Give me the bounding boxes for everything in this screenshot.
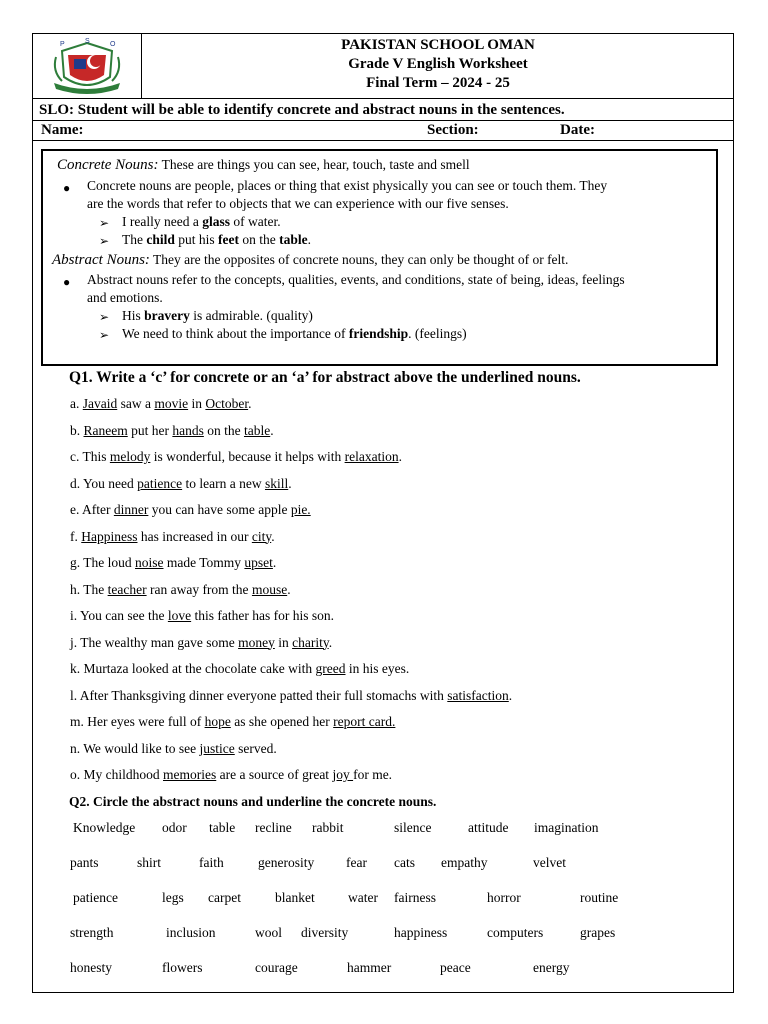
q2-word: flowers: [162, 960, 203, 975]
concrete-example-2: [122, 231, 311, 249]
bullet-icon: ●: [63, 181, 71, 195]
worksheet-header: [32, 33, 734, 99]
sentence-text: for me.: [353, 767, 393, 782]
q2-word: velvet: [533, 855, 566, 870]
sentence-text: o. My childhood: [70, 767, 163, 782]
q2-word: horror: [487, 890, 521, 905]
sentence-text: on the: [203, 422, 244, 438]
arrow-bullet-icon: ➢: [99, 328, 110, 342]
abstract-def: They are the opposites of concrete nouns, they can only be thought of or felt.: [149, 252, 569, 267]
underlined-noun: movie: [154, 396, 189, 411]
concrete-definition: [57, 156, 470, 174]
q2-word: faith: [199, 855, 224, 870]
q2-word: hammer: [347, 960, 392, 975]
sentence-text: in: [274, 634, 293, 650]
underlined-noun: city: [251, 528, 272, 544]
q2-word: imagination: [534, 820, 599, 835]
logo-letter-o: O: [110, 41, 116, 48]
abstract-example-1: [122, 307, 313, 325]
ex3-text-end: is admirable. (quality): [189, 308, 313, 323]
underlined-noun: Happiness: [81, 528, 138, 544]
underlined-noun: October: [205, 396, 249, 411]
q1-sentence: [70, 741, 277, 757]
sentence-text: as she opened her: [230, 714, 334, 729]
sentence-text: h. The: [70, 581, 108, 597]
q2-word: honesty: [70, 960, 112, 975]
concrete-term: Concrete Nouns:: [57, 157, 159, 173]
q1-sentence: [70, 608, 334, 624]
sentence-text: .: [248, 396, 252, 411]
name-row: [32, 121, 734, 141]
underlined-noun: report card.: [333, 714, 396, 729]
ex2-text: on the: [239, 232, 280, 247]
q2-word: courage: [255, 960, 298, 975]
sentence-text: m. Her eyes were full of: [70, 714, 205, 729]
ex4-noun: friendship: [348, 326, 409, 341]
concrete-bullet-line-1: Concrete nouns are people, places or thing that exist physically you can see or touch them. They: [87, 178, 608, 193]
abstract-bullet-line-1: Abstract nouns refer to the concepts, qualities, events, and conditions, state of being, ideas, feelings: [87, 272, 625, 287]
ex4-text: We need to think about the importance of: [122, 326, 349, 341]
ex2-text: .: [307, 232, 312, 247]
q2-word: happiness: [394, 925, 448, 940]
q1-sentence: [70, 714, 395, 730]
underlined-noun: memories: [163, 767, 217, 782]
sentence-text: .: [271, 528, 275, 544]
q2-word: routine: [580, 890, 619, 905]
ex1-text: I really need a: [122, 214, 203, 229]
q1-sentence: [70, 476, 292, 492]
concrete-def: These are things you can see, hear, touch, taste and smell: [158, 157, 470, 172]
sentence-text: .: [270, 422, 274, 438]
q2-word: generosity: [258, 855, 315, 870]
ex2-text: put his: [174, 232, 219, 247]
q2-word: empathy: [441, 855, 488, 870]
ex4-text-end: . (feelings): [408, 326, 467, 341]
sentence-text: g. The loud: [70, 555, 135, 570]
underlined-noun: dinner: [113, 502, 149, 517]
q1-sentence: [70, 555, 276, 571]
q2-word: silence: [394, 820, 432, 835]
underlined-noun: teacher: [107, 581, 147, 597]
q2-word: Knowledge: [73, 820, 136, 835]
underlined-noun: hands: [172, 422, 204, 438]
underlined-noun: table: [243, 422, 271, 438]
q2-word: odor: [162, 820, 187, 835]
underlined-noun: pie.: [290, 502, 311, 517]
name-label: Name:: [41, 122, 84, 138]
underlined-noun: charity: [292, 634, 329, 650]
q1-sentence: [70, 635, 332, 651]
q2-word: peace: [440, 960, 471, 975]
q1-sentence: [70, 423, 274, 439]
ex3-text: His: [122, 308, 145, 323]
sentence-text: .: [288, 475, 292, 491]
sentence-text: in: [188, 396, 206, 411]
q2-word: blanket: [275, 890, 315, 905]
ex2-noun: child: [146, 232, 175, 247]
sentence-text: .: [398, 449, 402, 464]
q2-word: attitude: [468, 820, 509, 835]
sentence-text: this father has for his son.: [191, 608, 334, 623]
q2-title: Q2. Circle the abstract nouns and underline the concrete nouns.: [69, 794, 437, 809]
q2-word: table: [209, 820, 236, 835]
underlined-noun: joy: [332, 767, 354, 782]
section-label: Section:: [427, 122, 479, 138]
q2-word: fear: [346, 855, 367, 870]
sentence-text: .: [287, 581, 291, 597]
logo-cell: [32, 33, 142, 99]
ex3-noun: bravery: [144, 308, 190, 323]
term-title: Final Term – 2024 - 25: [366, 75, 510, 91]
sentence-text: .: [272, 555, 277, 570]
underlined-noun: hope: [204, 714, 231, 729]
abstract-definition: [52, 251, 568, 269]
q2-word: fairness: [394, 890, 436, 905]
sentence-text: e. After: [70, 502, 114, 517]
q1-sentence: [70, 529, 275, 545]
q2-word: carpet: [208, 890, 241, 905]
sentence-text: saw a: [117, 396, 155, 411]
q2-word: computers: [487, 925, 544, 940]
q2-word: water: [348, 890, 378, 905]
logo-letter-p: P: [60, 41, 65, 48]
sentence-text: in his eyes.: [345, 661, 410, 676]
sentence-text: is wonderful, because it helps with: [150, 449, 345, 464]
concrete-bullet-line-2: are the words that refer to objects that we can experience with our five senses.: [87, 196, 509, 211]
sentence-text: .: [508, 687, 513, 703]
worksheet-title: Grade V English Worksheet: [348, 56, 528, 72]
header-title-block: [142, 36, 734, 93]
underlined-noun: upset: [244, 555, 273, 570]
bullet-icon: ●: [63, 275, 71, 289]
arrow-bullet-icon: ➢: [99, 310, 110, 324]
underlined-noun: melody: [109, 449, 151, 464]
underlined-noun: noise: [135, 555, 164, 570]
sentence-text: put her: [127, 422, 173, 438]
q1-sentence: [70, 449, 402, 465]
sentence-text: f.: [70, 528, 82, 544]
q2-word: inclusion: [166, 925, 216, 940]
slo-row: SLO: Student will be able to identify concrete and abstract nouns in the sentences.: [32, 99, 734, 121]
sentence-text: b.: [70, 422, 84, 438]
underlined-noun: justice: [199, 740, 235, 756]
q1-sentence: [70, 582, 291, 598]
q2-word: energy: [533, 960, 570, 975]
q2-word: strength: [70, 925, 114, 940]
sentence-text: .: [328, 634, 333, 650]
q1-sentence: [70, 661, 409, 677]
sentence-text: i. You can see the: [70, 608, 168, 623]
ex2-noun: table: [279, 232, 308, 247]
logo-letter-s: S: [85, 38, 90, 45]
q1-sentence: [70, 502, 311, 518]
q1-sentence: [70, 767, 392, 783]
q2-word: legs: [162, 890, 184, 905]
underlined-noun: money: [238, 634, 275, 650]
underlined-noun: greed: [315, 661, 346, 676]
sentence-text: l. After Thanksgiving dinner everyone patted their full stomachs with: [70, 687, 448, 703]
school-name: PAKISTAN SCHOOL OMAN: [341, 37, 535, 53]
noun-definitions-box: [41, 149, 718, 366]
q2-word: shirt: [137, 855, 162, 870]
q2-word: recline: [255, 820, 292, 835]
q1-sentence: [70, 688, 512, 704]
abstract-bullet-line-2: and emotions.: [87, 290, 163, 305]
ex2-text: The: [122, 232, 147, 247]
q1-title: Q1. Write a ‘c’ for concrete or an ‘a’ for abstract above the underlined nouns.: [69, 369, 581, 386]
ex1-text-end: of water.: [229, 214, 281, 229]
sentence-text: ran away from the: [146, 581, 252, 597]
underlined-noun: mouse: [251, 581, 288, 597]
sentence-text: j. The wealthy man gave some: [70, 634, 239, 650]
underlined-noun: patience: [137, 475, 183, 491]
abstract-example-2: [122, 325, 467, 343]
ex1-noun: glass: [202, 214, 230, 229]
school-logo: [42, 37, 132, 95]
sentence-text: you can have some apple: [148, 502, 291, 517]
underlined-noun: Javaid: [82, 396, 118, 411]
sentence-text: c. This: [70, 449, 110, 464]
underlined-noun: Raneem: [83, 422, 128, 438]
sentence-text: a.: [70, 396, 83, 411]
q2-word: grapes: [580, 925, 616, 940]
sentence-text: k. Murtaza looked at the chocolate cake with: [70, 661, 316, 676]
concrete-example-1: [122, 213, 281, 231]
underlined-noun: love: [167, 608, 192, 623]
date-label: Date:: [560, 122, 595, 138]
q2-word: cats: [394, 855, 415, 870]
sentence-text: n. We would like to see: [70, 740, 200, 756]
sentence-text: made Tommy: [163, 555, 245, 570]
ex2-noun: feet: [218, 232, 240, 247]
q2-word: pants: [70, 855, 99, 870]
sentence-text: served.: [234, 740, 277, 756]
q2-word: rabbit: [312, 820, 344, 835]
sentence-text: d. You need: [70, 475, 138, 491]
q2-word: wool: [255, 925, 282, 940]
q2-word: patience: [73, 890, 118, 905]
arrow-bullet-icon: ➢: [99, 216, 110, 230]
q2-word: diversity: [301, 925, 349, 940]
sentence-text: to learn a new: [182, 475, 265, 491]
arrow-bullet-icon: ➢: [99, 234, 110, 248]
underlined-noun: skill: [264, 475, 289, 491]
q1-sentence: [70, 396, 252, 412]
underlined-noun: satisfaction: [447, 687, 509, 703]
abstract-term: Abstract Nouns:: [52, 252, 150, 268]
sentence-text: has increased in our: [137, 528, 252, 544]
sentence-text: are a source of great: [216, 767, 333, 782]
underlined-noun: relaxation: [344, 449, 399, 464]
